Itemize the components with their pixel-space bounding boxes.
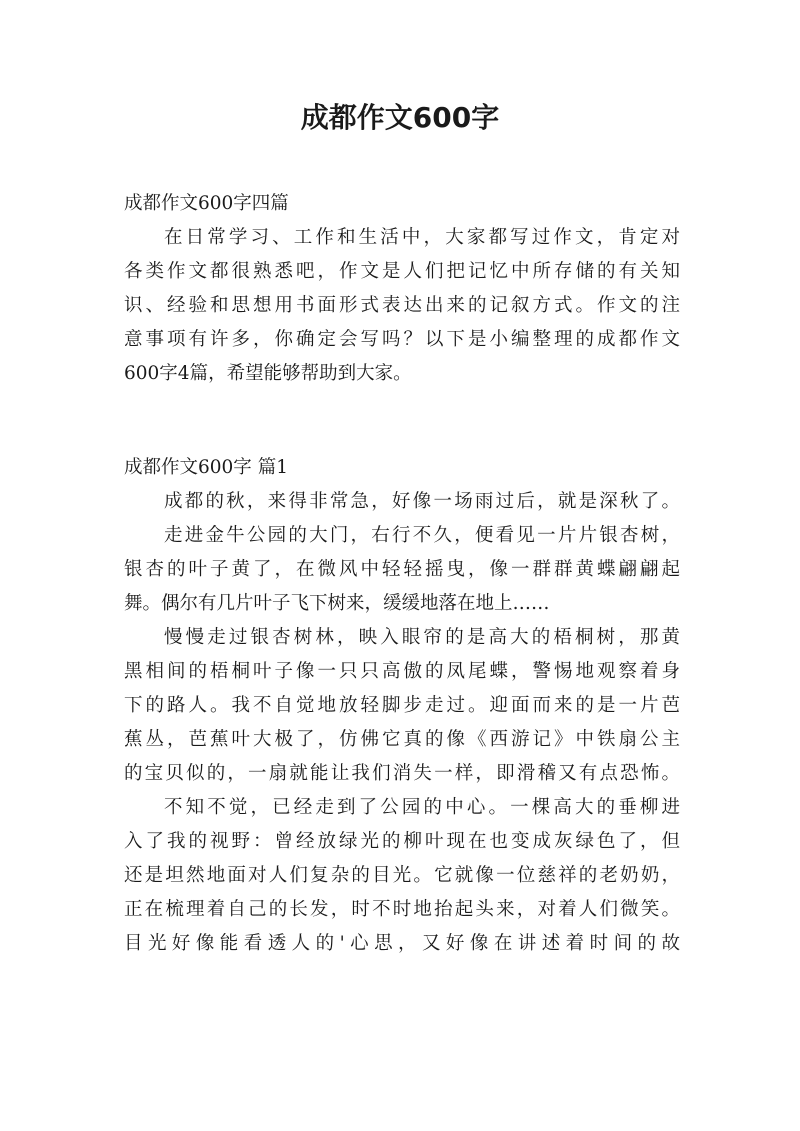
page-title: 成都作文600字 bbox=[300, 101, 500, 134]
article-body bbox=[124, 451, 680, 961]
intro-line: 意事项有许多，你确定会写吗？以下是小编整理的成都作文 bbox=[124, 329, 680, 350]
intro-line: 600字4篇，希望能够帮助到大家。 bbox=[124, 363, 412, 384]
paragraph-line: 舞。偶尔有几片叶子飞下树来，缓缓地落在地上…… bbox=[124, 593, 550, 614]
paragraph-line: 下的路人。我不自觉地放轻脚步走过。迎面而来的是一片芭 bbox=[124, 695, 680, 716]
intro-line: 识、经验和思想用书面形式表达出来的记叙方式。作文的注 bbox=[124, 295, 680, 316]
paragraph-line: 慢慢走过银杏树林，映入眼帘的是高大的梧桐树，那黄 bbox=[164, 627, 680, 648]
paragraph-line: 入了我的视野：曾经放绿光的柳叶现在也变成灰绿色了，但 bbox=[124, 831, 680, 852]
paragraph-line: 的宝贝似的，一扇就能让我们消失一样，即滑稽又有点恐怖。 bbox=[124, 763, 680, 784]
paragraph-line: 还是坦然地面对人们复杂的目光。它就像一位慈祥的老奶奶， bbox=[124, 865, 680, 886]
paragraph-line: 走进金牛公园的大门，右行不久，便看见一片片银杏树， bbox=[164, 525, 680, 546]
intro-line: 在日常学习、工作和生活中，大家都写过作文，肯定对 bbox=[164, 227, 680, 248]
subtitle: 成都作文600字四篇 bbox=[124, 193, 289, 214]
section-heading: 成都作文600字 篇1 bbox=[124, 457, 288, 478]
paragraph-line: 正在梳理着自己的长发，时不时地抬起头来，对着人们微笑。 bbox=[124, 899, 680, 920]
paragraph-line: 蕉丛，芭蕉叶大极了，仿佛它真的像《西游记》中铁扇公主 bbox=[124, 729, 680, 750]
paragraph-line: 不知不觉，已经走到了公园的中心。一棵高大的垂柳进 bbox=[164, 797, 680, 818]
paragraph-line: 黑相间的梧桐叶子像一只只高傲的凤尾蝶，警惕地观察着身 bbox=[124, 661, 680, 682]
paragraph-line: 银杏的叶子黄了，在微风中轻轻摇曳，像一群群黄蝶翩翩起 bbox=[124, 559, 680, 580]
paragraph-line: 成都的秋，来得非常急，好像一场雨过后，就是深秋了。 bbox=[164, 491, 680, 512]
paragraph-line: 目光好像能看透人的'心思，又好像在讲述着时间的故 bbox=[124, 933, 680, 954]
intro-line: 各类作文都很熟悉吧，作文是人们把记忆中所存储的有关知 bbox=[124, 261, 680, 282]
intro-block bbox=[124, 187, 680, 391]
